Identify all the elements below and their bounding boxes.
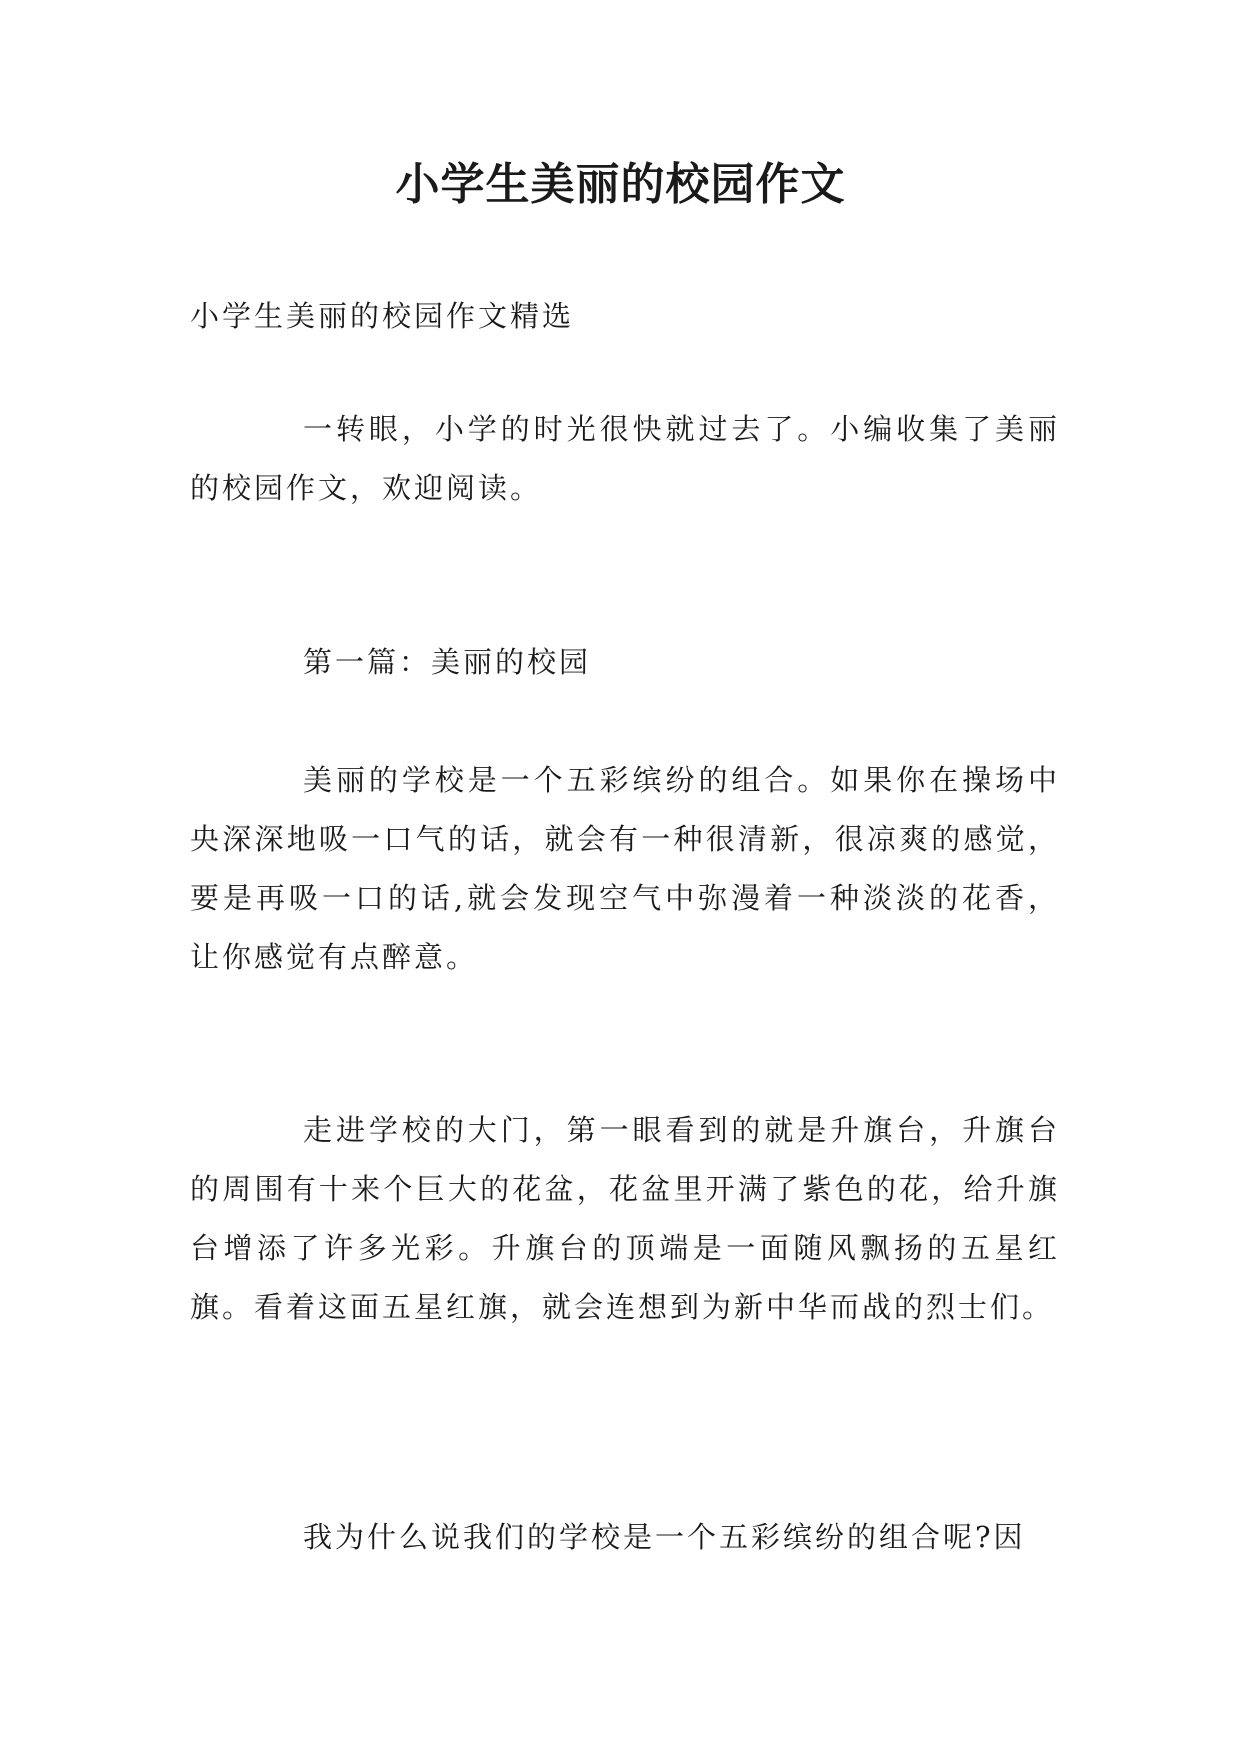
body-paragraph: 美丽的学校是一个五彩缤纷的组合。如果你在操场中央深深地吸一口气的话，就会有一种很清新，很凉爽的感觉，要是再吸一口的话,就会发现空气中弥漫着一种淡淡的花香，让你感觉有点醉意。 [190,763,1060,974]
document-subtitle: 小学生美丽的校园作文精选 [190,299,575,333]
section-heading: 第一篇：美丽的校园 [303,645,592,679]
body-paragraph: 走进学校的大门，第一眼看到的就是升旗台，升旗台的周围有十来个巨大的花盆，花盆里开满了紫色的花，给升旗台增添了许多光彩。升旗台的顶端是一面随风飘扬的五星红旗。看着这面五星红旗，就会连想到为新中华而战的烈士们。 [190,1113,1060,1324]
document-title: 小学生美丽的校园作文 [395,159,846,210]
intro-paragraph: 一转眼，小学的时光很快就过去了。小编收集了美丽的校园作文，欢迎阅读。 [190,412,1060,505]
body-paragraph: 我为什么说我们的学校是一个五彩缤纷的组合呢?因 [303,1520,1026,1554]
